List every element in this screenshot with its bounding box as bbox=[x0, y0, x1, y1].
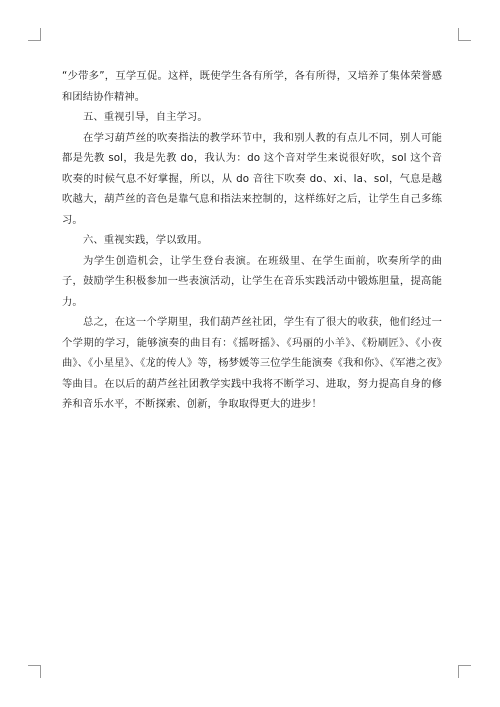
paragraph-summary: 总之，在这一个学期里，我们葫芦丝社团，学生有了很大的收获，他们经过一个学期的学习，能够演奏的曲目有：《摇呀摇》、《玛丽的小羊》、《粉刷匠》、《小夜曲》、《小星星》、《龙的传人》等，杨梦媛等三位学生能演奏《我和你》、《军港之夜》等曲目。在以后的葫芦丝社团教学实践中我将不断学习、进取，努力提高自身的修养和音乐水平，不断探索、创新，争取取得更大的进步！ bbox=[62, 316, 442, 410]
crop-mark-top-left bbox=[28, 28, 41, 41]
section-heading-six: 六、重视实践，学以致用。 bbox=[83, 234, 208, 246]
crop-mark-bottom-right bbox=[458, 665, 471, 678]
crop-mark-top-right bbox=[458, 28, 471, 41]
document-body bbox=[62, 66, 442, 415]
crop-mark-bottom-left bbox=[28, 665, 41, 678]
paragraph-continuation: “少带多”，互学互促。这样，既使学生各有所学，各有所得，又培养了集体荣誉感和团结协作精神。 bbox=[62, 70, 442, 103]
paragraph-fingering: 在学习葫芦丝的吹奏指法的教学环节中，我和别人教的有点儿不同，别人可能都是先教 sol，我是先教 do，我认为：do 这个音对学生来说很好吹，sol 这个音吹奏的时候气息不好掌握，所以，从 do 音往下吹奏 do、xi、la、sol，气息是越吹越大，葫芦丝的音色是靠气息和指法来控制的，这样练好之后，让学生自己多练习。 bbox=[62, 131, 442, 226]
section-heading-five: 五、重视引导，自主学习。 bbox=[83, 111, 208, 123]
paragraph-practice: 为学生创造机会，让学生登台表演。在班级里、在学生面前，吹奏所学的曲子，鼓励学生积极参加一些表演活动，让学生在音乐实践活动中锻炼胆量，提高能力。 bbox=[62, 254, 442, 308]
